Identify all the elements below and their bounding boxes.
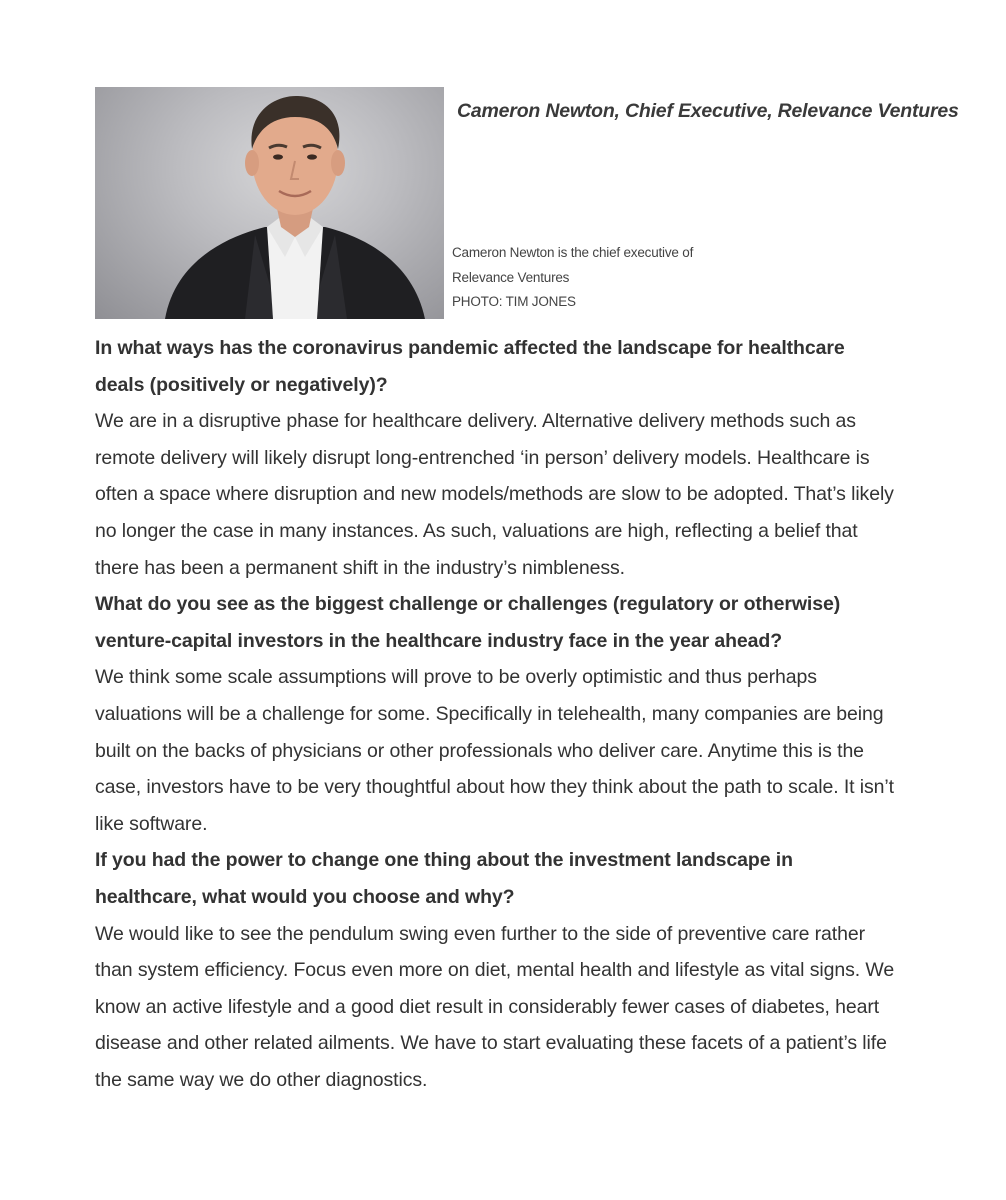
photo-caption	[452, 241, 693, 315]
photo-credit: PHOTO: TIM JONES	[452, 294, 576, 309]
answer-1: We are in a disruptive phase for healthcare delivery. Alternative delivery methods such as remote delivery will likely disrupt long-entrenched ‘in person’ delivery models. Healthcare is often a space where disruption and new models/methods are slow to be adopted. That’s likely no longer the case in many instances. As such, valuations are high, reflecting a belief that there has been a permanent shift in the industry’s nimbleness.	[95, 410, 894, 579]
caption-line-2: Relevance Ventures	[452, 269, 570, 285]
portrait-illustration	[95, 87, 444, 319]
article-header-name: Cameron Newton, Chief Executive, Relevance Ventures	[457, 100, 959, 122]
answer-2: We think some scale assumptions will prove to be overly optimistic and thus perhaps valuations will be a challenge for some. Specifically in telehealth, many companies are being built on the backs of physicians or other professionals who deliver care. Anytime this is the case, investors have to be very thoughtful about how they think about the path to scale. It isn’t like software.	[95, 666, 894, 835]
question-1: In what ways has the coronavirus pandemic affected the landscape for healthcare deals (positively or negatively)?	[95, 337, 845, 396]
caption-line-1: Cameron Newton is the chief executive of	[452, 245, 694, 260]
portrait-photo	[95, 87, 444, 319]
question-3: If you had the power to change one thing about the investment landscape in healthcare, what would you choose and why?	[95, 849, 793, 908]
question-2: What do you see as the biggest challenge or challenges (regulatory or otherwise) venture-capital investors in the healthcare industry face in the year ahead?	[95, 593, 841, 652]
interview-body	[95, 330, 895, 1098]
answer-3: We would like to see the pendulum swing even further to the side of preventive care rather than system efficiency. Focus even more on diet, mental health and lifestyle as vital signs. We know an active lifestyle and a good diet result in considerably fewer cases of diabetes, heart disease and other related ailments. We have to start evaluating these facets of a patient’s life the same way we do other diagnostics.	[95, 922, 895, 1091]
